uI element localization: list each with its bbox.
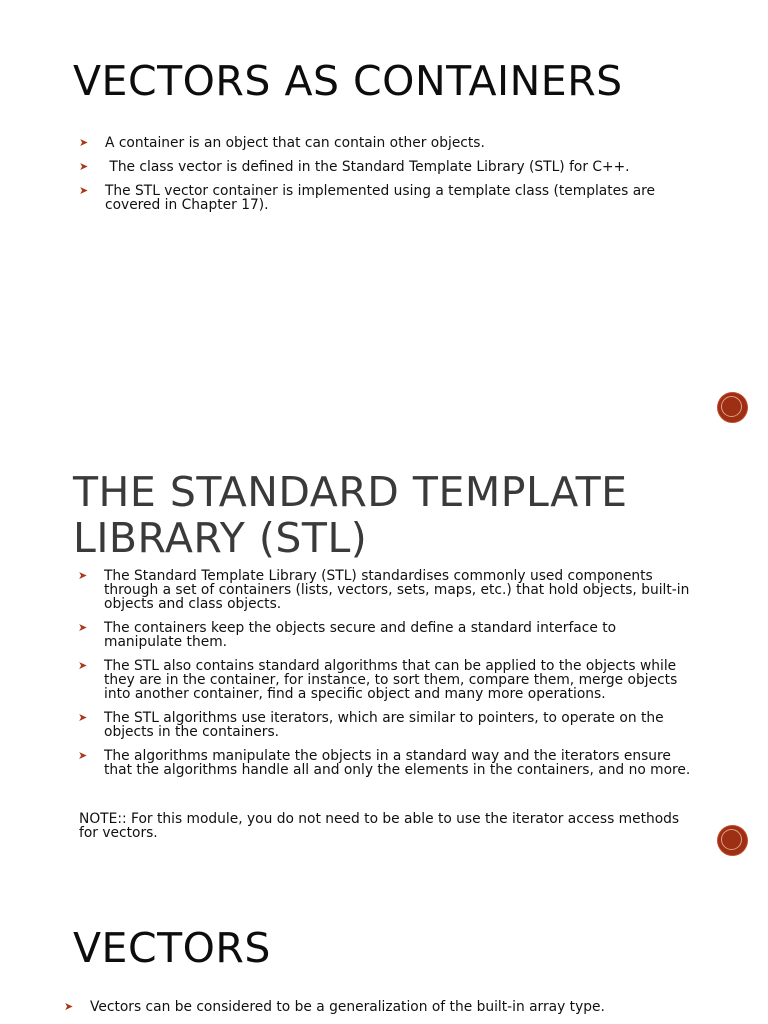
bullet-text: The containers keep the objects secure and define a standard interface to manipulate them. [104,620,617,650]
bullet-text: The algorithms manipulate the objects in a standard way and the iterators ensure that the algorithms handle all and only the elements in the containers, and no more. [104,748,691,778]
list-item [64,1000,704,1014]
arrow-bullet-icon: ➤ [78,621,88,634]
slide-title: VECTORS AS CONTAINERS [73,57,623,105]
bullet-text: The Standard Template Library (STL) standardises commonly used components through a set of containers (lists, vectors, sets, maps, etc.) that hold objects, built-in objects and class objects. [104,568,690,612]
bullet-text: The class vector is defined in the Standard Template Library (STL) for C++. [105,159,630,175]
bullet-text: The STL also contains standard algorithms that can be applied to the objects while they are in the container, for instance, to sort them, compare them, merge objects into another container, find a specific object and many more operations. [104,658,678,702]
arrow-bullet-icon: ➤ [79,184,89,197]
slide-title-line-1: THE STANDARD TEMPLATE [73,468,628,516]
bullet-text: The STL algorithms use iterators, which are similar to pointers, to operate on the objects in the containers. [104,710,664,740]
arrow-bullet-icon: ➤ [64,1000,74,1013]
bullet-list [64,1000,704,1014]
bullet-text: Vectors can be considered to be a generalization of the built-in array type. [90,999,605,1015]
arrow-bullet-icon: ➤ [78,659,88,672]
arrow-bullet-icon: ➤ [78,749,88,762]
note-text: NOTE:: For this module, you do not need to be able to use the iterator access methods for vectors. [79,811,680,841]
slide-title-line-2: LIBRARY (STL) [73,514,368,562]
bullet-text: A container is an object that can contain other objects. [105,135,485,151]
arrow-bullet-icon: ➤ [79,136,89,149]
bullet-text: The STL vector container is implemented using a template class (templates are covered in Chapter 17). [105,183,656,213]
arrow-bullet-icon: ➤ [79,160,89,173]
slide-title: VECTORS [73,924,271,972]
arrow-bullet-icon: ➤ [78,711,88,724]
arrow-bullet-icon: ➤ [78,569,88,582]
